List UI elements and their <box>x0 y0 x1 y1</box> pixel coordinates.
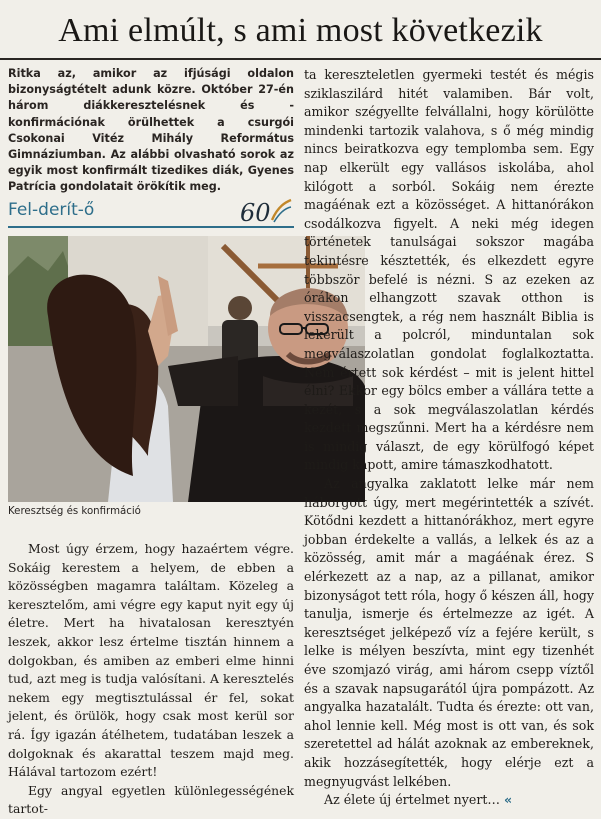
body-paragraph-2: Egy angyal egyetlen különlegességének tartot- <box>8 782 294 817</box>
section-logo-icon <box>238 198 292 226</box>
body-column-right <box>304 66 594 810</box>
lead-column <box>8 66 294 196</box>
headline: Ami elmúlt, s ami most következik <box>58 12 543 49</box>
photo-caption: Keresztség és konfirmáció <box>8 506 141 517</box>
body-column-left <box>8 540 294 819</box>
section-tag-label: Fel-derít-ő <box>8 200 95 220</box>
body-paragraph-2-continued: ta kereszteletlen gyermeki testét és mégis sziklaszilárd hitét valamiben. Bár volt, amikor szégyellte felvállalni, hogy körülötte mindenki tartozik valahova, s ő még mindig nincs beiratkozva egy templomba sem. Egy nap elkerült egy vallásos iskolába, ahol kilógott a sorból. Sokáig nem érezte magáénak ezt a közösséget. A hittanórákon csodálkozva figyelt. A neki még idegen történetek tanulságai sokszor magába tekintésre késztették, és elkezdett egyre többször befelé is nézni. S az ezeken az órákon elhangzott szavak otthon is visszacsengtek, a rég nem használt Biblia is lekerült a polcról, minduntalan sok megválaszolatlan gondolat foglalkoztatta. Nem értett sok kérdést – mit is jelent hittel élni? Ekkor egy bölcs ember a vállára tette a kezét, s a sok megválaszolatlan kérdés kezdett megszűnni. Mert ha a kérdésre nem is mindig választ, de egy körülfogó képet mindig kapott, amire támaszkodhatott. <box>304 67 594 473</box>
end-mark-icon: « <box>504 792 513 808</box>
body-paragraph-3: Az angyalka zaklatott lelke már nem háborgott úgy, mert megérintették a szívét. Kötődni kezdett a hittanórákhoz, mert egyre jobban érdekelte a vallás, a lelkek és az a közösség, amit már a magáénak érez. S elérkezett az a nap, az a pillanat, amikor bizonyságot tett róla, hogy ő készen áll, hogy tanulja, ismerje és értelmezze az igét. A keresztséget jelképező víz a fejére került, s lelke is mélyen beszívta, mint egy tizenhét éve szomjazó virág, ami három csepp víztől és a szavak napsugarától újra pompázott. Az angyalka hazatalált. Tudta és érezte: ott van, ahol lennie kell. Még most is ott van, és sok szeretettel ad hálát azoknak az embereknek, akik hozzásegítették, hogy elérje ezt a megnyugvást lelkében. <box>304 476 594 789</box>
headline-rule <box>0 58 601 60</box>
body-paragraph-1: Most úgy érzem, hogy hazaértem végre. Sokáig kerestem a helyem, de ebben a közösségben magamra találtam. Közeleg a keresztelőm, ami végre egy kaput nyit egy új életre. Mert ha hivatalosan keresztyén leszek, akkor lesz értelme tisztán hinnem a dolgokban, és amiben az emberi elme hinni tud, azt meg is tudja valósítani. A keresztelés nekem egy megtisztulással ér fel, sokat jelent, és örülök, hogy csak most kerül sor rá. Így igazán átélhetem, tudatában leszek a dolgoknak és akarattal teszem majd meg. Hálával tartozom ezért! <box>8 541 294 780</box>
lead-paragraph: Ritka az, amikor az ifjúsági oldalon bizonyságtételt adunk közre. Október 27-én három diákkeresztelésnek és -konfirmációnak örülhettek a csurgói Csokonai Vitéz Mihály Református Gimnáziumban. Az alábbi olvasható sorok az egyik most konfirmált tizedikes diák, Gyenes Patrícia gondolatait örökítik meg. <box>8 67 294 194</box>
section-tag <box>8 196 294 230</box>
section-tag-underline <box>8 226 294 228</box>
section-logo-text: 60 <box>240 199 271 226</box>
closing-sentence: Az élete új értelmet nyert… <box>324 792 501 808</box>
body-paragraph-4 <box>304 791 594 810</box>
